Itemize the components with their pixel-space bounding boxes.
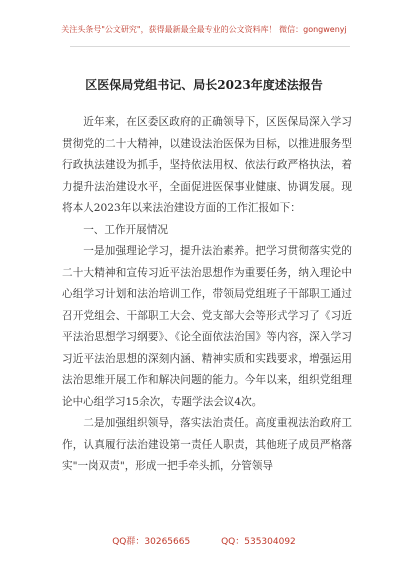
section-heading: 一、工作开展情况 bbox=[83, 223, 168, 236]
footer-qq-group: QQ群：30265665 bbox=[112, 537, 191, 547]
body-paragraph: 二是加强组织领导，落实法治责任。高度重视法治政府工作，认真履行法治建设第一责任人职责，其他班子成员严格落实"一岗双责"，形成一把手牵头抓，分管领导 bbox=[62, 417, 352, 472]
footer-qq: QQ：535304092 bbox=[221, 537, 296, 547]
header-divider bbox=[70, 46, 350, 47]
promo-banner: 关注头条号"公文研究"，获得最新最全最专业的公文资料库！ 微信：gongwenyj bbox=[61, 25, 347, 34]
document-body bbox=[62, 112, 352, 478]
body-paragraph: 一是加强理论学习，提升法治素养。把学习贯彻落实党的二十大精神和宣传习近平法治思想作为重要任务，纳入理论中心组学习计划和法治培训工作，带领局党组班子干部职工通过召开党组会、干部职工大会、党支部大会等形式学习了《习近平法治思想学习纲要》、《论全面依法治国》等内容，深入学习习近平法治思想的深刻内涵、精神实质和实践要求，增强运用法治思维开展工作和解决问题的能力。今年以来，组织党组理论中心组学习15余次，专题学法会议4次。 bbox=[62, 245, 352, 408]
intro-paragraph: 近年来，在区委区政府的正确领导下，区医保局深入学习贯彻党的二十大精神，以建设法治医保为目标，以推进服务型行政执法建设为抓手，坚持依法用权、依法行政严格执法，着力提升法治建设水平，全面促进医保事业健康、协调发展。现将本人2023年以来法治建设方面的工作汇报如下： bbox=[62, 116, 352, 214]
footer-contact bbox=[0, 534, 408, 547]
document-title: 区医保局党组书记、局长2023年度述法报告 bbox=[85, 78, 323, 92]
